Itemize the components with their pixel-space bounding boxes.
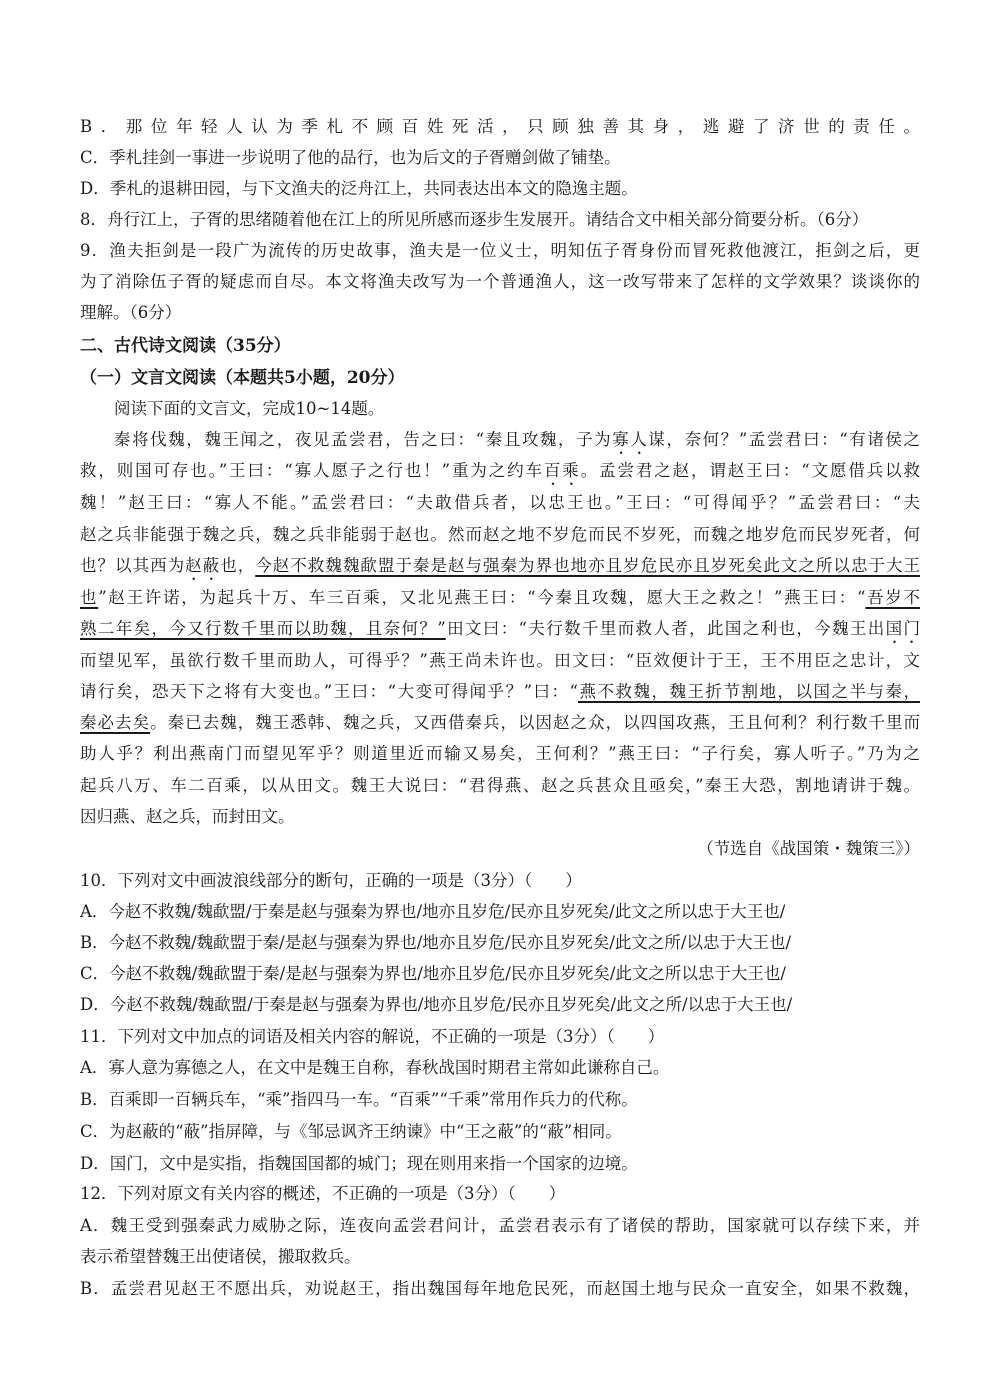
text-line	[80, 367, 920, 389]
text-segment: 谋，奈何？”孟尝君曰：“有诸侯之	[648, 430, 921, 449]
text-line	[80, 838, 920, 860]
text-segment: 秦将伐魏，魏王闻之，夜见孟尝君，告之曰：“秦且攻魏，子为	[114, 430, 613, 449]
text-segment: 起兵八万、车二百乘，以从田文。魏王大说曰：“君得燕、赵之兵甚众且亟矣，”秦王大恐，割地请讲于魏。	[80, 776, 920, 795]
text-segment: 10．下列对文中画波浪线部分的断句，正确的一项是（3分）（ ）	[80, 871, 582, 890]
text-line	[80, 1121, 920, 1143]
emphasis-dotted-word: 寡人	[612, 430, 649, 449]
text-segment: 为了消除伍子胥的疑虑而自尽。本文将渔夫改写为一个普通渔人，这一改写带来了怎样的文学效果？谈谈你的	[80, 272, 920, 291]
text-line	[80, 271, 920, 293]
text-line	[80, 1153, 920, 1175]
text-line	[80, 806, 920, 828]
text-line	[80, 712, 920, 734]
text-segment: 11．下列对文中加点的词语及相关内容的解说，不正确的一项是（3分）（ ）	[80, 1027, 665, 1046]
text-line	[80, 1278, 920, 1300]
text-segment: B．百乘即一百辆兵车，“乘”指四马一车。“百乘”“千乘”常用作兵力的代称。	[80, 1090, 638, 1109]
text-line	[80, 963, 920, 985]
text-segment: C．今赵不救魏/魏歃盟于秦/是赵与强秦为界也/地亦且岁危/民亦且岁死矣/此文之所以忠于大王也/	[80, 964, 786, 983]
text-segment: A．今赵不救魏/魏歃盟/于秦是赵与强秦为界也/地亦且岁危/民亦且岁死矣/此文之所以忠于大王也/	[80, 902, 786, 921]
text-segment: 9．渔夫拒剑是一段广为流传的历史故事，渔夫是一位义士，明知伍子胥身份而冒死救他渡江，拒剑之后，更	[80, 241, 920, 260]
text-line	[80, 1246, 920, 1268]
emphasis-dotted-word: 国门	[885, 619, 921, 638]
wavy-underlined-text: 也	[80, 588, 99, 607]
text-segment: ”赵王许诺，为起兵十万、车三百乘，又北见燕王曰：“今秦且攻魏，愿大王之救之！”燕王曰：“	[98, 588, 866, 607]
text-line	[80, 335, 920, 357]
text-line	[80, 178, 920, 200]
text-segment: 田文曰：“夫行数千里而救人者，此国之利也，今魏王出	[445, 619, 886, 638]
text-segment: 8．舟行江上，子胥的思绪随着他在江上的所见所感而逐步生发展开。请结合文中相关部分简要分析。（6分）	[80, 210, 869, 229]
text-segment: 也？以其西为	[80, 556, 186, 575]
text-segment: C．季札挂剑一事进一步说明了他的品行，也为后文的子胥赠剑做了铺垫。	[80, 148, 621, 167]
text-segment: C．为赵蔽的“蔽”指屏障，与《邹忌讽齐王纳谏》中“王之蔽”的“蔽”相同。	[80, 1122, 622, 1141]
text-segment: 12．下列对原文有关内容的概述，不正确的一项是（3分）（ ）	[80, 1184, 566, 1203]
wavy-underlined-text: 吾岁不	[865, 588, 921, 607]
text-line	[80, 870, 920, 892]
text-segment: B．孟尝君见赵王不愿出兵，劝说赵王，指出魏国每年地危民死，而赵国土地与民众一直安全，如果不救魏，	[80, 1279, 920, 1298]
text-line	[80, 240, 920, 262]
text-line	[80, 302, 920, 324]
text-segment: 阅读下面的文言文，完成10~14题。	[114, 399, 385, 418]
text-line	[80, 524, 920, 546]
text-segment: （节选自《战国策・魏策三》）	[697, 839, 920, 858]
text-line	[80, 1057, 920, 1079]
text-line	[80, 681, 920, 703]
wavy-underlined-text: 秦必去矣	[80, 713, 151, 732]
text-segment: 表示希望替魏王出使诸侯，搬取救兵。	[80, 1247, 361, 1266]
text-segment: A．寡人意为寡德之人，在文中是魏王自称，春秋战国时期君主常如此谦称自己。	[80, 1058, 670, 1077]
text-line	[80, 209, 920, 231]
text-line	[80, 901, 920, 923]
wavy-underlined-text: 熟二年矣，今又行数千里而以助魏，且奈何？”	[80, 619, 446, 638]
text-line	[80, 116, 920, 138]
emphasis-dotted-word: 赵蔽	[185, 556, 221, 575]
text-line	[80, 743, 920, 765]
text-segment: 理解。（6分）	[80, 303, 182, 322]
wavy-underlined-text: 今赵不救魏魏歃盟于秦是赵与强秦为界也地亦且岁危民亦且岁死矣此文之所以忠于大王	[255, 556, 921, 575]
text-line	[80, 1183, 920, 1205]
text-line	[114, 398, 920, 420]
text-segment: B．那位年轻人认为季札不顾百姓死活，只顾独善其身，逃避了济世的责任。	[80, 117, 920, 136]
text-segment: 。秦已去魏，魏王悉韩、魏之兵，又西借秦兵，以因赵之众，以四国攻燕，王且何利？利行数千里而	[150, 713, 921, 732]
text-segment: 二、古代诗文阅读（35分）	[80, 336, 291, 356]
text-line	[114, 429, 920, 458]
text-segment: （一）文言文阅读（本题共5小题，20分）	[80, 368, 405, 388]
text-line	[80, 555, 920, 584]
text-line	[80, 1026, 920, 1048]
text-segment: 助人乎？利出燕南门而望见军乎？则道里近而输又易矣，王何利？”燕王曰：“子行矣，寡人听子。”乃为之	[80, 744, 920, 763]
wavy-underlined-text: 燕不救魏，魏王折节割地，以国之半与秦，	[578, 682, 920, 701]
text-segment: D．季札的退耕田园，与下文渔夫的泛舟江上，共同表达出本文的隐逸主题。	[80, 179, 638, 198]
text-segment: D．今赵不救魏/魏歃盟/于秦是赵与强秦为界也/地亦且岁危/民亦且岁死矣/此文之所/以忠于大王也/	[80, 995, 793, 1014]
text-line	[80, 994, 920, 1016]
text-segment: 赵之兵非能强于魏之兵，魏之兵非能弱于赵也。然而赵之地不岁危而民不岁死，而魏之地岁危而民岁死者，何	[80, 525, 920, 544]
text-segment: 魏！”赵王曰：“寡人不能。”孟尝君曰：“夫敢借兵者，以忠王也。”王曰：“可得闻乎？”孟尝君曰：“夫	[80, 493, 920, 512]
text-segment: 也，	[220, 556, 256, 575]
text-line	[80, 1089, 920, 1111]
text-segment: 救，则国可存也。”王曰：“寡人愿子之行也！”重为之约车	[80, 461, 544, 480]
text-line	[80, 775, 920, 797]
text-line	[80, 650, 920, 672]
text-segment: B．今赵不救魏/魏歃盟于秦/是赵与强秦为界也/地亦且岁危/民亦且岁死矣/此文之所/以忠于大王也/	[80, 933, 792, 952]
text-line	[80, 1215, 920, 1237]
emphasis-dotted-word: 百乘	[543, 461, 581, 480]
text-line	[80, 932, 920, 954]
text-line	[80, 147, 920, 169]
text-line	[80, 492, 920, 514]
text-segment: A．魏王受到强秦武力威胁之际，连夜向孟尝君问计，孟尝君表示有了诸侯的帮助，国家就可以存续下来，并	[80, 1216, 920, 1235]
text-segment: 。孟尝君之赵，谓赵王曰：“文愿借兵以救	[580, 461, 921, 480]
text-segment: 而望见军，虽欲行数千里而助人，可得乎？”燕王尚未许也。田文曰：“臣效便计于王，王不用臣之忠计，文	[80, 651, 920, 670]
text-segment: D．国门，文中是实指，指魏国国都的城门；现在则用来指一个国家的边境。	[80, 1154, 638, 1173]
text-line	[80, 587, 920, 609]
text-line	[80, 618, 920, 647]
text-segment: 请行矣，恐天下之将有大变也。”王曰：“大变可得闻乎？”曰：“	[80, 682, 578, 701]
text-segment: 因归燕、赵之兵，而封田文。	[80, 807, 295, 826]
text-line	[80, 460, 920, 489]
